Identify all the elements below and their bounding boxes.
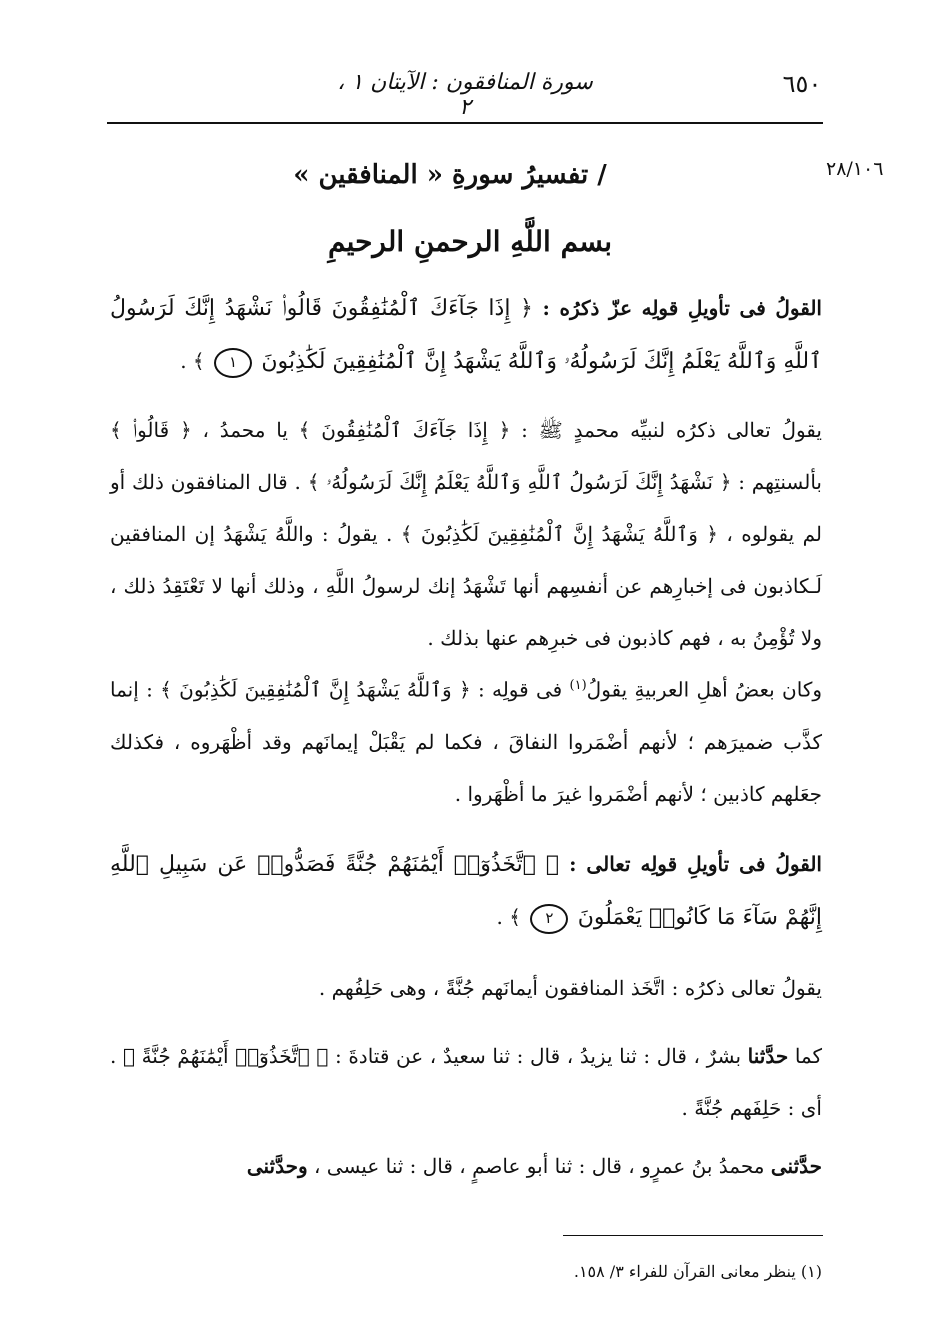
header-rule xyxy=(107,122,823,124)
quran-quote: ﴿ ٱتَّخَذُوٓا۟ أَيْمَٰنَهُمْ جُنَّةً فَصَدُّوا۟ عَن سَبِيلِ ٱللَّهِ إِنَّهُمْ سَآءَ مَا كَانُوا۟ يَعْمَلُونَ xyxy=(110,852,822,930)
paragraph-grammarian-view xyxy=(110,660,822,820)
paragraph-commentary: يقولُ تعالى ذكرُه : اتَّخَذ المنافقون أيمانَهم جُنَّةً ، وهى حَلِفُهم . xyxy=(318,976,822,1000)
paragraph-interpretation-verse-2 xyxy=(110,838,822,944)
basmala: بسم اللَّهِ الرحمنِ الرحيمِ xyxy=(328,225,612,258)
paragraph-commentary: يقولُ تعالى ذكرُه لنبيِّه محمدٍ ﷺ : ﴿ إِذَا جَآءَكَ ٱلْمُنَٰفِقُونَ ﴾ يا محمدُ ، ﴿ قَالُوا۟ ﴾ بألسنتِهم : ﴿ نَشْهَدُ إِنَّكَ لَرَسُولُ ٱللَّهِ وَٱللَّهُ يَعْلَمُ إِنَّكَ لَرَسُولُهُۥ ﴾ . قال المنافقون ذلك أو لم يقولوه ، ﴿ وَٱللَّهُ يَشْهَدُ إِنَّ ٱلْمُنَٰفِقِينَ لَكَٰذِبُونَ ﴾ . يقولُ : واللَّهُ يَشْهَدُ إن المنافقين لَـكاذبون فى إخبارِهم عن أنفسِهم أنها تَشْهَدُ إنك لرسولُ اللَّهِ ، وذلك أنها لا تَعْتَقِدُ ذلك ، ولا تُؤْمِنُ به ، فهم كاذبون فى خبرِهم عنها بذلك . xyxy=(110,418,822,650)
section-lead: القولُ فى تأويلِ قولِه تعالى : xyxy=(559,852,822,876)
paragraph-text: كما xyxy=(788,1044,822,1068)
verse-number-marker: ١ xyxy=(214,348,252,378)
running-title: سورة المنافقون : الآيتان ١ ، ٢ xyxy=(337,70,593,120)
narration-term: وحدَّثنى xyxy=(246,1154,308,1178)
paragraph-narration xyxy=(110,1140,822,1192)
paragraph-text: فى قولِه : ﴿ وَٱللَّهُ يَشْهَدُ إِنَّ ٱلْمُنَٰفِقِينَ لَكَٰذِبُونَ ﴾ : إنما كذَّب ضميرَهم ؛ لأنهم أضْمَروا النفاقَ ، فكما لم يَقْبَلْ إيمانَهم وقد أظْهَروه ، فكذلك جعَلهم كاذبين ؛ لأنهم أضْمَروا غيرَ ما أظْهَروا . xyxy=(110,677,822,806)
verse-number-marker: ٢ xyxy=(530,904,568,934)
paragraph-text: محمدُ بنُ عمرٍو ، قال : ثنا أبو عاصمٍ ، قال : ثنا عيسى ، xyxy=(307,1154,771,1178)
section-lead: القولُ فى تأويلِ قولِه عزّ ذكرُه : xyxy=(532,296,822,320)
quote-closing: ﴾ . xyxy=(180,349,205,373)
narration-term: حدَّثنا xyxy=(747,1044,789,1068)
margin-reference: ٢٨/١٠٦ xyxy=(826,158,884,180)
quran-quote: ﴿ إِذَا جَآءَكَ ٱلْمُنَٰفِقُونَ قَالُوا۟ نَشْهَدُ إِنَّكَ لَرَسُولُ ٱللَّهِ وَٱللَّهُ يَعْلَمُ إِنَّكَ لَرَسُولُهُۥ وَٱللَّهُ يَشْهَدُ إِنَّ ٱلْمُنَٰفِقِينَ لَكَٰذِبُونَ xyxy=(110,296,822,374)
page-number: ٦٥٠ xyxy=(782,70,822,98)
paragraph-text: وكان بعضُ أهلِ العربيةِ يقولُ xyxy=(586,677,822,702)
quote-closing: ﴾ . xyxy=(496,905,521,929)
paragraph-interpretation-verse-1 xyxy=(110,282,822,388)
paragraph-text: بشرٌ ، قال : ثنا يزيدُ ، قال : ثنا سعيدٌ ، عن قتادةَ : ﴿ ٱتَّخَذُوٓا۟ أَيْمَٰنَهُمْ جُنَّةً ﴾ . أى : حَلِفَهم جُنَّةً . xyxy=(110,1044,822,1120)
surah-heading: / تفسيرُ سورةِ « المنافقين » xyxy=(293,160,607,190)
paragraph-narration xyxy=(110,1030,822,1134)
footnote: (١) ينظر معانى القرآن للفراء ٣/ ١٥٨. xyxy=(573,1262,822,1281)
footnote-marker: (١) xyxy=(569,678,587,693)
narration-term: حدَّثنى xyxy=(770,1154,822,1178)
footnote-rule xyxy=(563,1235,823,1236)
